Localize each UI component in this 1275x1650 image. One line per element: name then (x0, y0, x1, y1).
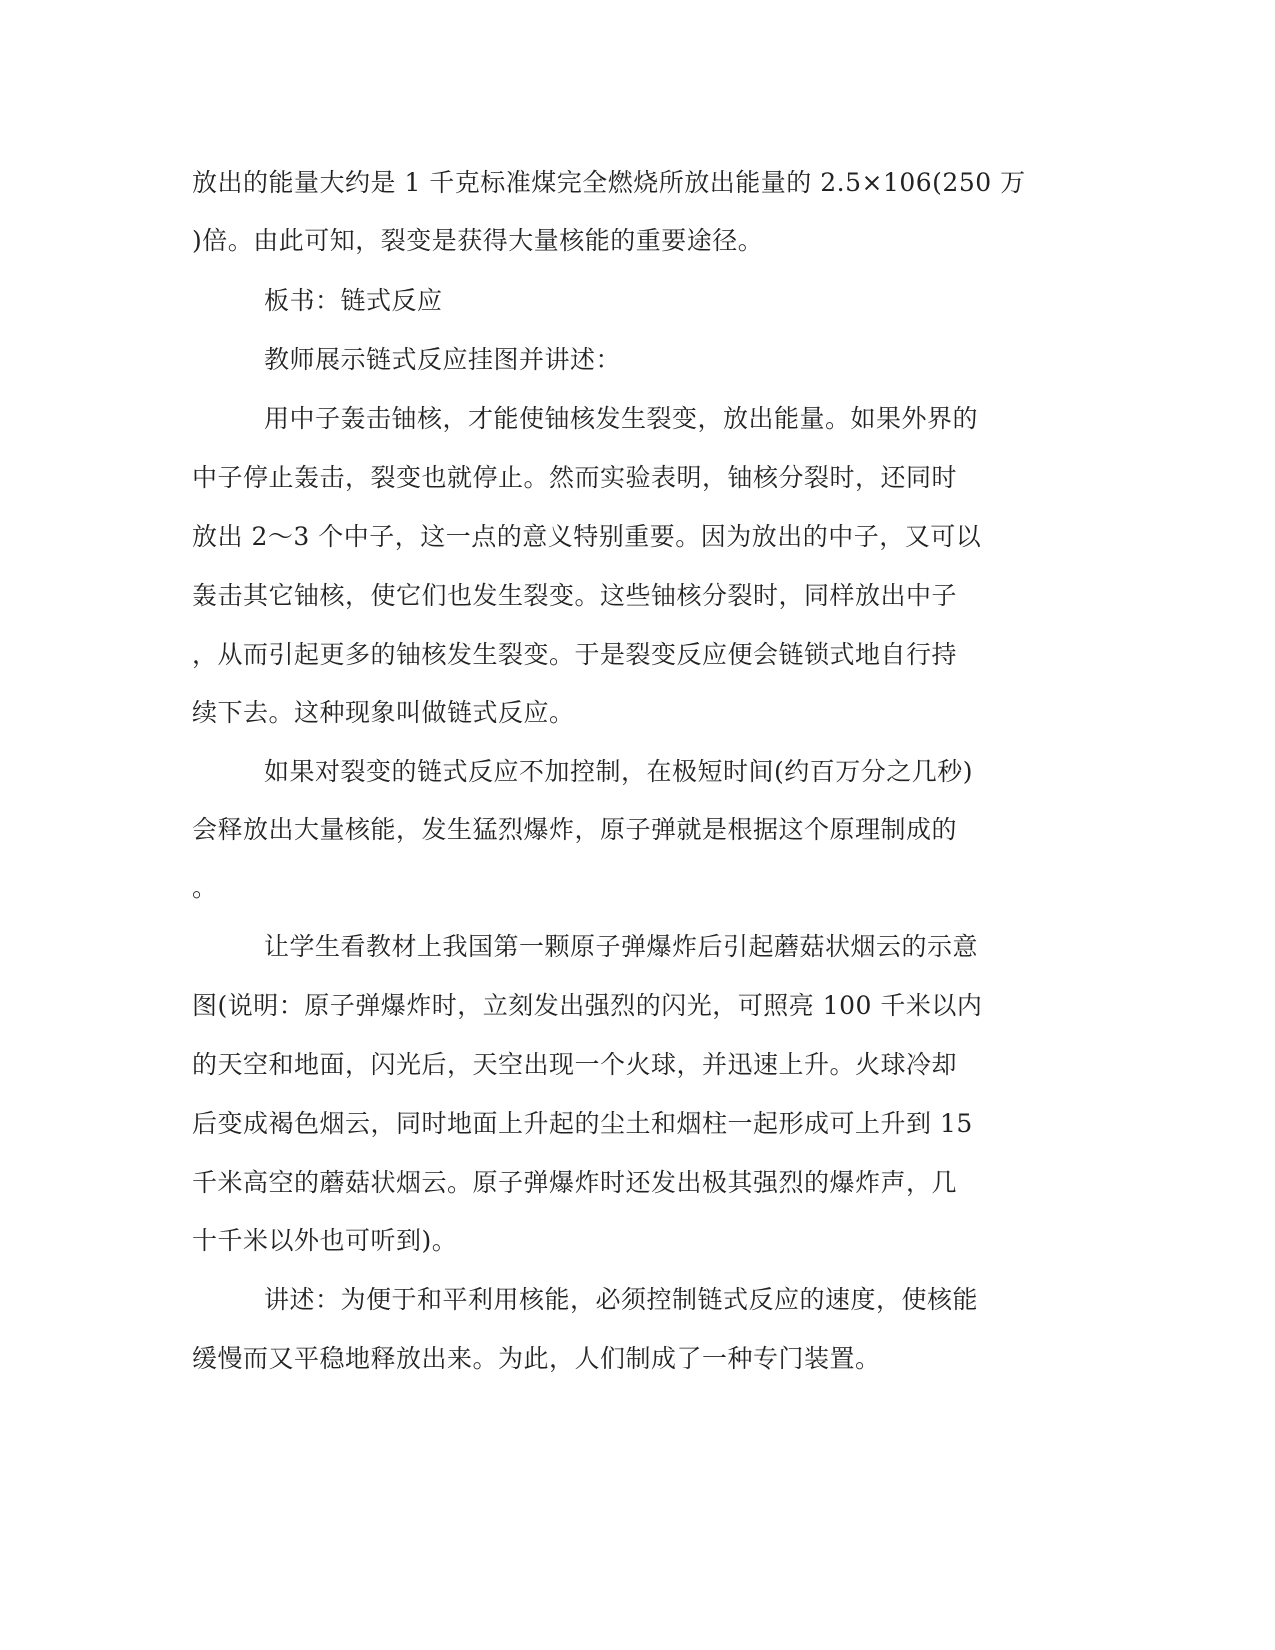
text-line: 板书：链式反应 (264, 286, 443, 315)
text-line: 缓慢而又平稳地释放出来。为此，人们制成了一种专门装置。 (192, 1344, 881, 1373)
text-line: 教师展示链式反应挂图并讲述： (264, 345, 622, 374)
text-line: 会释放出大量核能，发生猛烈爆炸，原子弹就是根据这个原理制成的 (192, 815, 958, 844)
text-line: 后变成褐色烟云，同时地面上升起的尘土和烟柱一起形成可上升到 15 (192, 1109, 973, 1138)
text-line: 中子停止轰击，裂变也就停止。然而实验表明，铀核分裂时，还同时 (192, 463, 958, 492)
text-line: 。 (192, 873, 218, 902)
text-line: 如果对裂变的链式反应不加控制，在极短时间(约百万分之几秒) (264, 757, 974, 786)
text-line: 放出 2～3 个中子，这一点的意义特别重要。因为放出的中子，又可以 (192, 522, 982, 551)
text-line: 续下去。这种现象叫做链式反应。 (192, 698, 575, 727)
text-line: 轰击其它铀核，使它们也发生裂变。这些铀核分裂时，同样放出中子 (192, 581, 958, 610)
text-line: 图(说明：原子弹爆炸时，立刻发出强烈的闪光，可照亮 100 千米以内 (192, 991, 983, 1020)
text-line: )倍。由此可知，裂变是获得大量核能的重要途径。 (192, 226, 764, 255)
text-line: 千米高空的蘑菇状烟云。原子弹爆炸时还发出极其强烈的爆炸声，几 (192, 1168, 958, 1197)
text-line: 十千米以外也可听到)。 (192, 1226, 458, 1255)
text-line: ，从而引起更多的铀核发生裂变。于是裂变反应便会链锁式地自行持 (192, 640, 958, 669)
text-line: 讲述：为便于和平利用核能，必须控制链式反应的速度，使核能 (264, 1285, 979, 1314)
text-line: 用中子轰击铀核，才能使铀核发生裂变，放出能量。如果外界的 (264, 404, 979, 433)
text-line: 让学生看教材上我国第一颗原子弹爆炸后引起蘑菇状烟云的示意 (264, 932, 979, 961)
text-line: 的天空和地面，闪光后，天空出现一个火球，并迅速上升。火球冷却 (192, 1050, 958, 1079)
text-line: 放出的能量大约是 1 千克标准煤完全燃烧所放出能量的 2.5×106(250 万 (192, 168, 1026, 197)
